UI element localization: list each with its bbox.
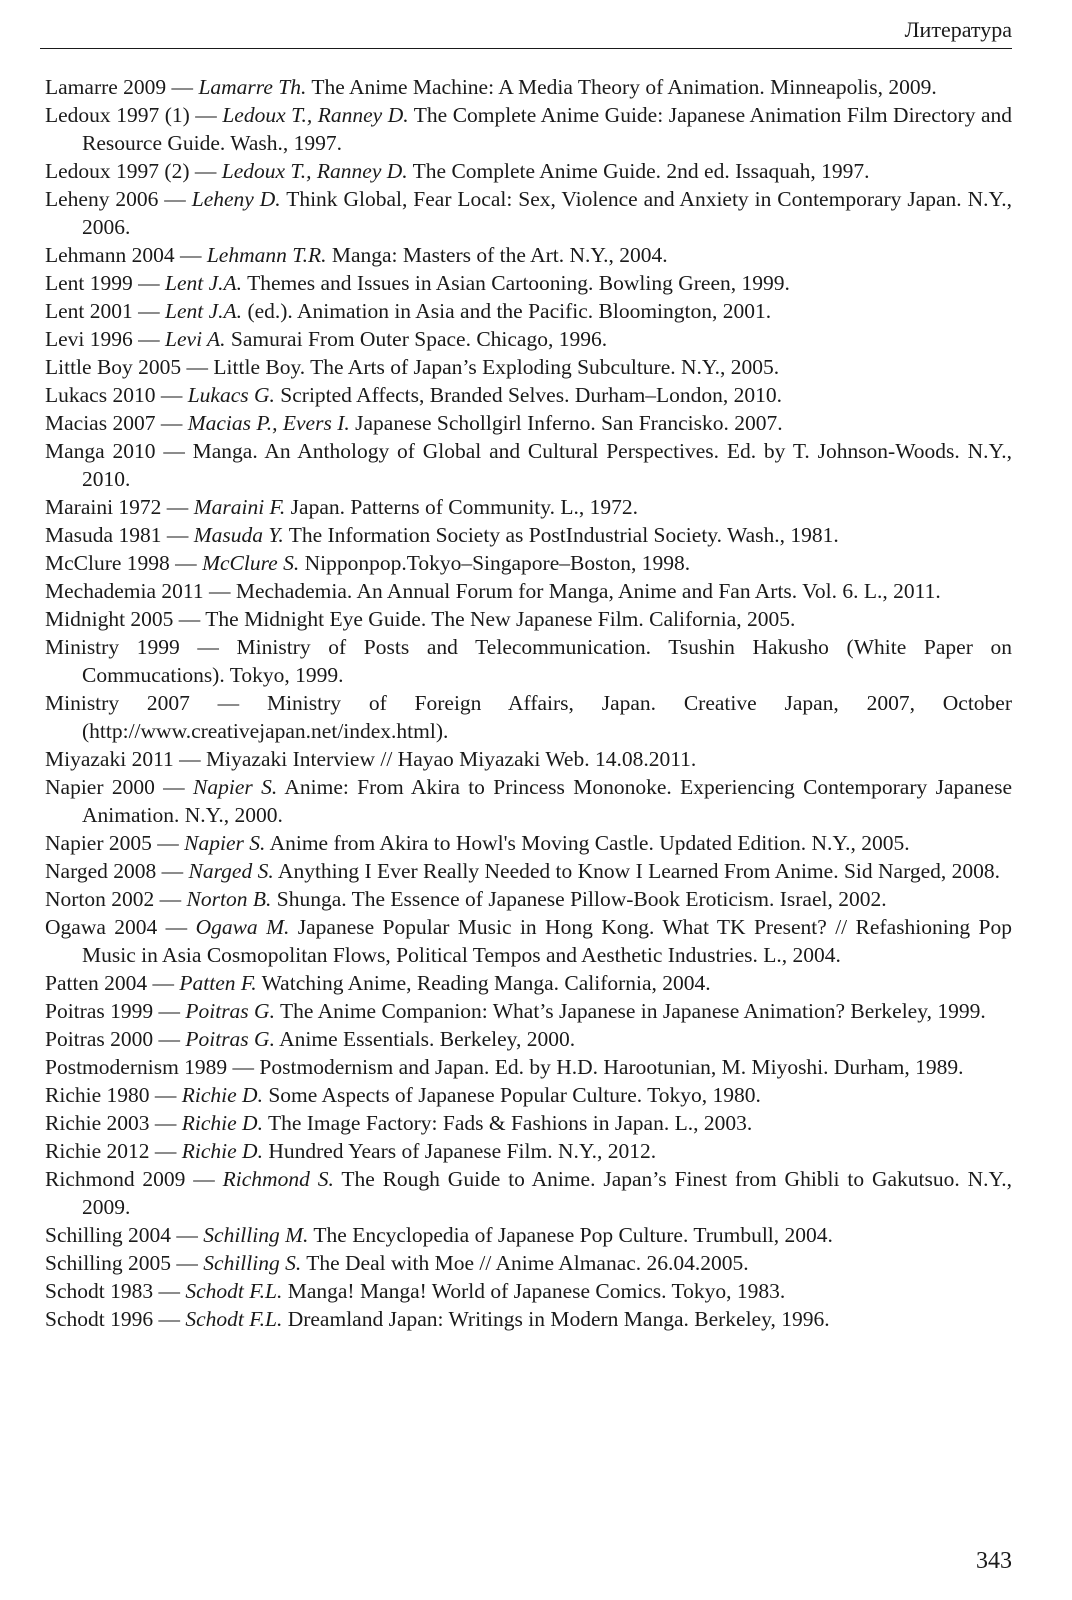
entry-citation: Hundred Years of Japanese Film. N.Y., 2012. xyxy=(268,1139,657,1163)
entry-citation: Little Boy. The Arts of Japan’s Exploding Subculture. N.Y., 2005. xyxy=(213,355,780,379)
entry-key: Masuda 1981 — xyxy=(45,523,189,547)
bibliography-entry xyxy=(45,1109,1012,1137)
bibliography-entry xyxy=(45,1277,1012,1305)
entry-citation: The Rough Guide to Anime. Japan’s Finest from Ghibli to Gakutsuo. N.Y., 2009. xyxy=(82,1167,1012,1219)
entry-citation: Watching Anime, Reading Manga. California, 2004. xyxy=(261,971,711,995)
entry-citation: Miyazaki Interview // Hayao Miyazaki Web. 14.08.2011. xyxy=(206,747,697,771)
entry-key: Schilling 2004 — xyxy=(45,1223,198,1247)
entry-citation: Manga! Manga! World of Japanese Comics. Tokyo, 1983. xyxy=(287,1279,786,1303)
entry-author: Richie D. xyxy=(181,1111,263,1135)
entry-key: Napier 2005 — xyxy=(45,831,179,855)
entry-key: Little Boy 2005 — xyxy=(45,355,209,379)
entry-key: Richie 2003 — xyxy=(45,1111,177,1135)
entry-author: Schilling M. xyxy=(203,1223,309,1247)
entry-key: Ledoux 1997 (2) — xyxy=(45,159,217,183)
entry-citation: The Midnight Eye Guide. The New Japanese Film. California, 2005. xyxy=(205,607,796,631)
bibliography-entry xyxy=(45,549,1012,577)
entry-author: Poitras G. xyxy=(185,999,275,1023)
bibliography-entry xyxy=(45,437,1012,493)
entry-author: Schodt F.L. xyxy=(185,1307,283,1331)
running-header xyxy=(40,14,1012,49)
entry-citation: Nipponpop.Tokyo–Singapore–Boston, 1998. xyxy=(304,551,691,575)
bibliography-entry xyxy=(45,521,1012,549)
entry-author: Leheny D. xyxy=(191,187,281,211)
entry-key: Lent 2001 — xyxy=(45,299,160,323)
entry-citation: Ministry of Foreign Affairs, Japan. Creative Japan, 2007, October (http://www.creativejapan.net/index.html). xyxy=(82,691,1012,743)
bibliography-entry xyxy=(45,745,1012,773)
entry-author: Masuda Y. xyxy=(193,523,284,547)
entry-citation: Samurai From Outer Space. Chicago, 1996. xyxy=(230,327,608,351)
entry-citation: Japanese Schollgirl Inferno. San Francisko. 2007. xyxy=(355,411,783,435)
bibliography-entry xyxy=(45,1137,1012,1165)
bibliography-entry xyxy=(45,409,1012,437)
entry-citation: Ministry of Posts and Telecommunication. Tsushin Hakusho (White Paper on Commucations). Tokyo, 1999. xyxy=(82,635,1013,687)
entry-author: Levi A. xyxy=(165,327,226,351)
entry-key: Patten 2004 — xyxy=(45,971,174,995)
entry-citation: Mechademia. An Annual Forum for Manga, Anime and Fan Arts. Vol. 6. L., 2011. xyxy=(235,579,941,603)
bibliography-entry xyxy=(45,269,1012,297)
bibliography-entry xyxy=(45,1081,1012,1109)
bibliography-entry xyxy=(45,297,1012,325)
bibliography-entry xyxy=(45,1249,1012,1277)
entry-key: Schodt 1983 — xyxy=(45,1279,180,1303)
page-number: 343 xyxy=(976,1548,1012,1574)
entry-citation: Themes and Issues in Asian Cartooning. Bowling Green, 1999. xyxy=(247,271,790,295)
entry-author: Lehmann T.R. xyxy=(206,243,327,267)
entry-citation: (ed.). Animation in Asia and the Pacific. Bloomington, 2001. xyxy=(247,299,772,323)
entry-author: Schodt F.L. xyxy=(185,1279,283,1303)
entry-key: Levi 1996 — xyxy=(45,327,160,351)
entry-author: Lamarre Th. xyxy=(198,75,307,99)
entry-key: Ministry 2007 — xyxy=(45,691,240,715)
bibliography-entry xyxy=(45,1221,1012,1249)
entry-key: Richie 1980 — xyxy=(45,1083,177,1107)
entry-citation: The Complete Anime Guide. 2nd ed. Issaquah, 1997. xyxy=(412,159,870,183)
entry-author: Richie D. xyxy=(181,1083,263,1107)
entry-key: Richmond 2009 — xyxy=(45,1167,215,1191)
entry-citation: The Complete Anime Guide: Japanese Animation Film Directory and Resource Guide. Wash., 1997. xyxy=(82,103,1012,155)
entry-author: Norton B. xyxy=(186,887,272,911)
entry-citation: Think Global, Fear Local: Sex, Violence and Anxiety in Contemporary Japan. N.Y., 2006. xyxy=(82,187,1013,239)
entry-citation: Dreamland Japan: Writings in Modern Manga. Berkeley, 1996. xyxy=(287,1307,830,1331)
entry-key: Lukacs 2010 — xyxy=(45,383,183,407)
entry-citation: The Image Factory: Fads & Fashions in Japan. L., 2003. xyxy=(267,1111,753,1135)
entry-key: Napier 2000 — xyxy=(45,775,185,799)
entry-citation: Anime Essentials. Berkeley, 2000. xyxy=(279,1027,576,1051)
bibliography-entry xyxy=(45,1053,1012,1081)
entry-citation: Postmodernism and Japan. Ed. by H.D. Harootunian, M. Miyoshi. Durham, 1989. xyxy=(259,1055,964,1079)
entry-citation: Some Aspects of Japanese Popular Culture. Tokyo, 1980. xyxy=(268,1083,761,1107)
bibliography-entry xyxy=(45,885,1012,913)
entry-key: Lent 1999 — xyxy=(45,271,160,295)
entry-citation: Japan. Patterns of Community. L., 1972. xyxy=(290,495,639,519)
entry-key: Narged 2008 — xyxy=(45,859,184,883)
entry-author: Poitras G. xyxy=(185,1027,275,1051)
entry-author: Richmond S. xyxy=(222,1167,334,1191)
bibliography-entry xyxy=(45,185,1012,241)
entry-author: Napier S. xyxy=(184,831,266,855)
entry-citation: Scripted Affects, Branded Selves. Durham–London, 2010. xyxy=(280,383,783,407)
bibliography-entry xyxy=(45,1165,1012,1221)
entry-author: Patten F. xyxy=(179,971,257,995)
entry-citation: The Anime Companion: What’s Japanese in Japanese Animation? Berkeley, 1999. xyxy=(279,999,986,1023)
bibliography-entry xyxy=(45,577,1012,605)
entry-author: Napier S. xyxy=(193,775,278,799)
entry-key: Lehmann 2004 — xyxy=(45,243,202,267)
entry-author: Lent J.A. xyxy=(165,299,243,323)
entry-author: Macias P., Evers I. xyxy=(187,411,350,435)
entry-citation: Anime: From Akira to Princess Mononoke. Experiencing Contemporary Japanese Animation. N.Y., 2000. xyxy=(82,775,1013,827)
entry-citation: Manga: Masters of the Art. N.Y., 2004. xyxy=(331,243,668,267)
entry-key: Manga 2010 — xyxy=(45,439,185,463)
entry-citation: The Anime Machine: A Media Theory of Animation. Minneapolis, 2009. xyxy=(311,75,937,99)
entry-key: Maraini 1972 — xyxy=(45,495,189,519)
entry-author: Narged S. xyxy=(188,859,274,883)
bibliography-entry xyxy=(45,1305,1012,1333)
entry-key: Lamarre 2009 — xyxy=(45,75,194,99)
entry-author: Maraini F. xyxy=(193,495,286,519)
entry-author: Ogawa M. xyxy=(195,915,290,939)
entry-key: Macias 2007 — xyxy=(45,411,183,435)
bibliography-entry xyxy=(45,969,1012,997)
entry-key: Ogawa 2004 — xyxy=(45,915,188,939)
bibliography-entry xyxy=(45,689,1012,745)
entry-citation: Shunga. The Essence of Japanese Pillow-Book Eroticism. Israel, 2002. xyxy=(276,887,887,911)
section-title: Литература xyxy=(904,17,1012,42)
entry-author: Richie D. xyxy=(181,1139,263,1163)
entry-citation: Japanese Popular Music in Hong Kong. What TK Present? // Refashioning Pop Music in Asia Cosmopolitan Flows, Political Tempos and Aesthetic Industries. L., 2004. xyxy=(82,915,1013,967)
bibliography-entry xyxy=(45,857,1012,885)
entry-key: Leheny 2006 — xyxy=(45,187,186,211)
entry-key: Norton 2002 — xyxy=(45,887,182,911)
bibliography-entry xyxy=(45,605,1012,633)
bibliography-entry xyxy=(45,101,1012,157)
entry-key: McClure 1998 — xyxy=(45,551,197,575)
entry-citation: The Deal with Moe // Anime Almanac. 26.04.2005. xyxy=(306,1251,749,1275)
entry-key: Postmodernism 1989 — xyxy=(45,1055,255,1079)
bibliography-entry xyxy=(45,633,1012,689)
bibliography-list xyxy=(45,73,1012,1333)
bibliography-entry xyxy=(45,493,1012,521)
entry-key: Schilling 2005 — xyxy=(45,1251,198,1275)
entry-key: Mechademia 2011 — xyxy=(45,579,231,603)
entry-key: Ledoux 1997 (1) — xyxy=(45,103,217,127)
bibliography-entry xyxy=(45,157,1012,185)
bibliography-entry xyxy=(45,829,1012,857)
bibliography-entry xyxy=(45,773,1012,829)
entry-key: Richie 2012 — xyxy=(45,1139,177,1163)
bibliography-entry xyxy=(45,73,1012,101)
entry-key: Ministry 1999 — xyxy=(45,635,219,659)
entry-key: Poitras 2000 — xyxy=(45,1027,180,1051)
entry-author: Lukacs G. xyxy=(187,383,275,407)
entry-author: Lent J.A. xyxy=(165,271,243,295)
bibliography-entry xyxy=(45,381,1012,409)
bibliography-entry xyxy=(45,997,1012,1025)
entry-citation: The Encyclopedia of Japanese Pop Culture. Trumbull, 2004. xyxy=(313,1223,833,1247)
entry-citation: Manga. An Anthology of Global and Cultural Perspectives. Ed. by T. Johnson-Woods. N.Y., 2010. xyxy=(82,439,1013,491)
entry-citation: Anything I Ever Really Needed to Know I Learned From Anime. Sid Narged, 2008. xyxy=(277,859,1001,883)
entry-author: McClure S. xyxy=(202,551,300,575)
entry-key: Poitras 1999 — xyxy=(45,999,180,1023)
bibliography-entry xyxy=(45,913,1012,969)
entry-key: Miyazaki 2011 — xyxy=(45,747,201,771)
bibliography-entry xyxy=(45,353,1012,381)
entry-author: Ledoux T., Ranney D. xyxy=(221,159,408,183)
entry-author: Schilling S. xyxy=(203,1251,302,1275)
bibliography-entry xyxy=(45,241,1012,269)
entry-author: Ledoux T., Ranney D. xyxy=(222,103,409,127)
bibliography-entry xyxy=(45,325,1012,353)
entry-key: Schodt 1996 — xyxy=(45,1307,180,1331)
entry-citation: Anime from Akira to Howl's Moving Castle. Updated Edition. N.Y., 2005. xyxy=(269,831,910,855)
entry-key: Midnight 2005 — xyxy=(45,607,201,631)
entry-citation: The Information Society as PostIndustrial Society. Wash., 1981. xyxy=(288,523,839,547)
bibliography-entry xyxy=(45,1025,1012,1053)
